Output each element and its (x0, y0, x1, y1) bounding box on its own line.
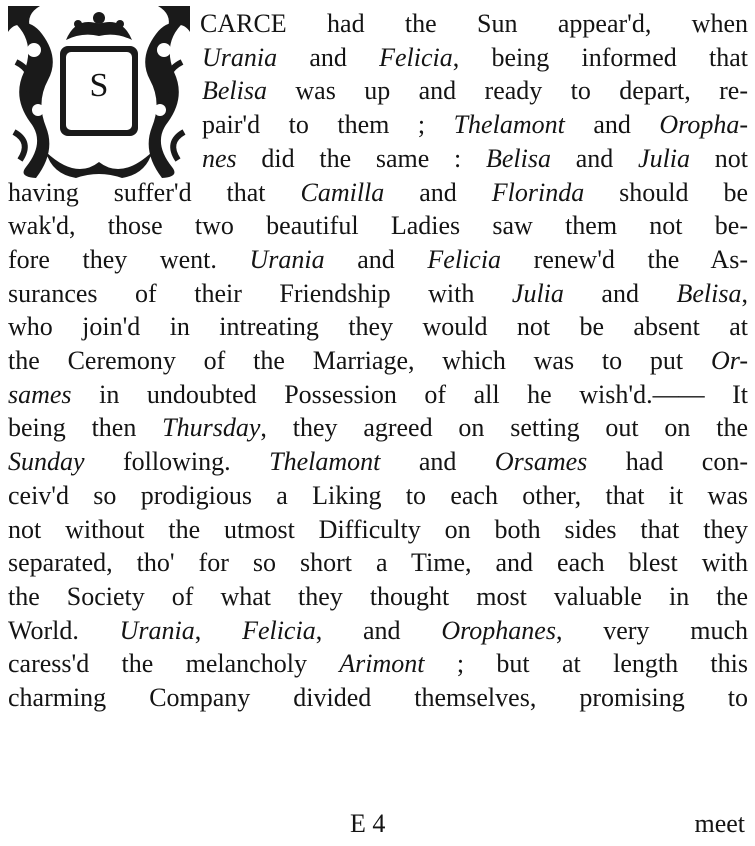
text-run: and (324, 244, 428, 274)
signature-mark: E 4 (350, 809, 386, 838)
italic-name: Urania (202, 42, 278, 72)
text-line (8, 177, 748, 209)
text-line (8, 379, 748, 411)
italic-name: Belisa (202, 76, 267, 106)
text-run: , they agreed on setting out on the (260, 413, 749, 443)
text-run: renew'd the As- (501, 244, 748, 274)
text-run: who join'd in intreating they would not be absent at (8, 312, 748, 342)
text-run: the Society of what they thought most valuable in the (8, 581, 748, 611)
text-run: and (551, 143, 639, 173)
italic-name: Urania (249, 244, 325, 274)
italic-name: Orsames (494, 447, 588, 477)
text-run: CARCE had the Sun appear'd, when (200, 9, 748, 38)
text-run: separated, tho' for so short a Time, and each blest with (8, 548, 748, 578)
text-run: not without the utmost Difficulty on both sides that they (8, 514, 748, 544)
text-run: pair'd to them ; (202, 110, 454, 140)
text-run: ; but at length this (424, 649, 748, 679)
text-run: fore they went. (8, 244, 250, 274)
italic-name: Camilla (300, 177, 385, 207)
text-run: the Ceremony of the Marriage, which was to put (8, 346, 711, 375)
text-run: not (690, 143, 748, 173)
text-run: , being informed that (452, 42, 748, 72)
text-line (8, 514, 748, 546)
text-run: wak'd, those two beautiful Ladies saw them not be- (8, 211, 748, 241)
italic-name: Sunday (8, 447, 85, 477)
text-line (8, 345, 748, 377)
italic-name: Thelamont (453, 110, 565, 140)
text-line (8, 682, 748, 714)
text-line (202, 75, 748, 107)
italic-name: Julia (511, 278, 564, 308)
italic-name: Felicia (379, 42, 453, 72)
text-line (8, 648, 748, 680)
italic-name: Urania (119, 615, 195, 645)
italic-name: Thursday (162, 413, 261, 443)
text-run: caress'd the melancholy (8, 649, 340, 679)
text-line (202, 143, 748, 175)
text-line (8, 412, 748, 444)
text-run: and (384, 177, 492, 207)
text-run: , very much (555, 615, 748, 645)
italic-name: Felicia (242, 615, 316, 645)
text-run: ceiv'd so prodigious a Liking to each other, that it was (8, 480, 748, 510)
text-run: and (380, 447, 495, 477)
italic-name: Belisa (486, 143, 551, 173)
text-line (8, 210, 748, 242)
text-run: should be (584, 177, 749, 207)
text-run: surances of their Friendship with (8, 278, 512, 308)
text-run: and (277, 42, 380, 72)
text-run: , (741, 278, 748, 308)
text-line (202, 42, 748, 74)
text-run: following. (84, 447, 270, 477)
text-line (8, 547, 748, 579)
italic-name: Thelamont (269, 447, 381, 477)
italic-name: sames (8, 379, 72, 409)
italic-name: Orophanes (441, 615, 556, 645)
text-line (200, 8, 748, 40)
catchword: meet (694, 809, 745, 838)
text-line (8, 278, 748, 310)
italic-name: Or- (710, 346, 748, 375)
text-run: having suffer'd that (8, 177, 301, 207)
text-line (202, 109, 748, 141)
text-run: was up and ready to depart, re- (267, 76, 748, 106)
text-run: World. (8, 615, 120, 645)
text-line (8, 446, 748, 478)
text-run: and (563, 278, 677, 308)
text-line (8, 480, 748, 512)
initial-letter: S (89, 67, 109, 104)
text-run: being then (8, 413, 163, 443)
italic-name: Florinda (491, 177, 585, 207)
text-run: had con- (587, 447, 748, 477)
text-line (8, 311, 748, 343)
text-run: and (564, 110, 660, 140)
text-line (8, 615, 748, 647)
text-line (8, 581, 748, 613)
italic-name: Arimont (339, 649, 425, 679)
text-run: did the same : (236, 143, 486, 173)
text-run: charming Company divided themselves, promising to (8, 683, 748, 712)
italic-name: Julia (638, 143, 691, 173)
text-run: in undoubted Possession of all he wish'd.—— It (71, 379, 748, 409)
italic-name: nes (202, 143, 237, 173)
text-run: , and (315, 615, 442, 645)
italic-name: Oropha- (659, 110, 748, 140)
italic-name: Belisa (676, 278, 742, 308)
text-line (8, 244, 748, 276)
italic-name: Felicia (427, 244, 502, 274)
text-run: , (194, 615, 243, 645)
ornamental-initial (6, 2, 192, 182)
